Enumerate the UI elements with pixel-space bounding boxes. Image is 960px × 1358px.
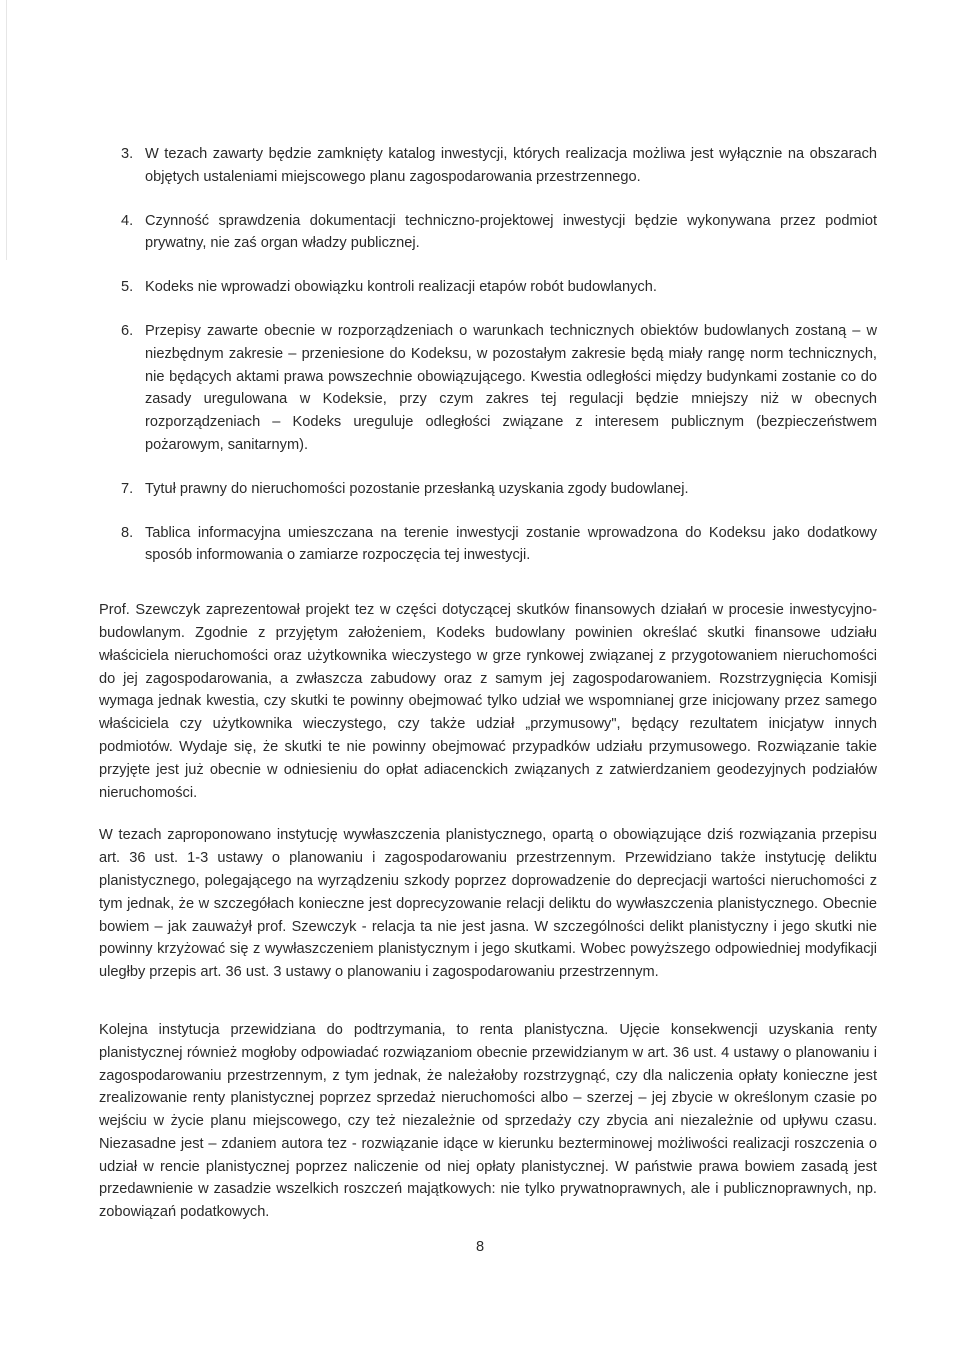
list-item-number: 3. — [121, 146, 134, 162]
list-item — [99, 320, 877, 457]
list-item-number: 6. — [121, 322, 134, 339]
list-item — [99, 276, 877, 299]
list-item-number: 7. — [121, 480, 134, 497]
list-item — [99, 478, 877, 501]
body-paragraph: W tezach zaproponowano instytucję wywłaszczenia planistycznego, opartą o obowiązujące dziś rozwiązania przepisu art. 36 ust. 1-3 ustawy o planowaniu i zagospodarowaniu przestrzennym. Przewidziano także instytucję deliktu planistycznego, polegającego na wyrządzeniu szkody poprzez doprowadzenie do deprecjacji wartości nieruchomości z tym jednak, że w szczegółach konieczne jest doprecyzowanie relacji deliktu do wywłaszczenia planistycznego. Obecnie bowiem – jak zauważył prof. Szewczyk - relacja ta nie jest jasna. W szczególności delikt planistyczny i jego skutki nie powinny krzyżować się z wywłaszczeniem planistycznym i jego skutkami. Wobec powyższego odpowiedniej modyfikacji uległby przepis art. 36 ust. 3 ustawy o planowaniu i zagospodarowaniu przestrzennym. — [99, 827, 877, 981]
document-body — [99, 143, 877, 1224]
list-item-number: 4. — [121, 212, 134, 229]
list-item — [99, 522, 877, 568]
list-item — [99, 143, 877, 189]
list-item-text: Czynność sprawdzenia dokumentacji techniczno-projektowej inwestycji będzie wykonywana przez podmiot prywatny, nie zaś organ władzy publicznej. — [145, 212, 877, 252]
list-item-text: Tablica informacyjna umieszczana na terenie inwestycji zostanie wprowadzona do Kodeksu jako dodatkowy sposób informowania o zamiarze rozpoczęcia tej inwestycji. — [145, 524, 877, 564]
numbered-list — [99, 143, 877, 567]
scan-edge-line — [6, 0, 7, 260]
list-item-text: Kodeks nie wprowadzi obowiązku kontroli realizacji etapów robót budowlanych. — [145, 279, 657, 296]
page-number: 8 — [475, 1239, 485, 1255]
list-item-number: 8. — [121, 524, 134, 541]
body-paragraph: Prof. Szewczyk zaprezentował projekt tez w części dotyczącej skutków finansowych działań w procesie inwestycyjno-budowlanym. Zgodnie z przyjętym założeniem, Kodeks budowlany powinien określać skutki finansowe udziału właściciela nieruchomości oraz użytkownika wieczystego w grze rynkowej związanej z przygotowaniem nieruchomości do jej zagospodarowania, a zwłaszcza zabudowy oraz z samym jej zagospodarowaniem. Rozstrzygnięcia Komisji wymaga jednak kwestia, czy skutki te powinny obejmować tylko udział we wspomnianej grze inicjowany przez samego właściciela czy użytkownika wieczystego, czy także udział „przymusowy", będący rezultatem inicjatyw innych podmiotów. Wydaje się, że skutki te nie powinny obejmować przypadków udziału przymusowego. Rozwiązanie takie przyjęte jest już obecnie w odniesieniu do opłat adiacenckich związanych z zatwierdzaniem geodezyjnych podziałów nieruchomości. — [99, 602, 877, 801]
list-item-text: Przepisy zawarte obecnie w rozporządzeniach o warunkach technicznych obiektów budowlanych zostaną – w niezbędnym zakresie – przeniesione do Kodeksu, w pozostałym zakresie będą miały rangę norm technicznych, nie będących aktami prawa powszechnie obowiązującego. Kwestia odległości między budynkami zostanie co do zasady uregulowana w Kodeksie, przy czym zakres tej regulacji będzie mniejszy niż w obecnych rozporządzeniach – Kodeks ureguluje odległości związane z interesem publicznym (bezpieczeństwem pożarowym, sanitarnym). — [145, 322, 877, 453]
list-item — [99, 210, 877, 256]
body-paragraph: Kolejna instytucja przewidziana do podtrzymania, to renta planistyczna. Ujęcie konsekwencji uzyskania renty planistycznej również mogłoby odpowiadać rozwiązaniom obecnie przewidzianym w art. 36 ust. 4 ustawy o planowaniu i zagospodarowaniu przestrzennym, z tym jednak, że należałoby rozstrzygnąć, czy dla naliczenia opłaty konieczne jest zrealizowanie renty planistycznej poprzez sprzedaż nieruchomości albo – szerzej – jej zbycie w określonym czasie po wejściu w życie planu miejscowego, czy też niezależnie od sprzedaży czy zbycia ani niezależnie od upływu czasu. Niezasadne jest – zdaniem autora tez - rozwiązanie idące w kierunku bezterminowej możliwości realizacji roszczenia o udział w rencie planistycznej poprzez naliczenie od niej opłaty planistycznej. W państwie prawa bowiem zasadą jest przedawnienie w zasadzie wszelkich roszczeń majątkowych: nie tylko prywatnoprawnych, ale i publicznoprawnych, np. zobowiązań podatkowych. — [99, 1021, 877, 1221]
list-item-text: Tytuł prawny do nieruchomości pozostanie przesłanką uzyskania zgody budowlanej. — [145, 480, 689, 497]
list-item-text: W tezach zawarty będzie zamknięty katalog inwestycji, których realizacja możliwa jest wyłącznie na obszarach objętych ustaleniami miejscowego planu zagospodarowania przestrzennego. — [145, 146, 877, 185]
list-item-number: 5. — [121, 279, 134, 296]
